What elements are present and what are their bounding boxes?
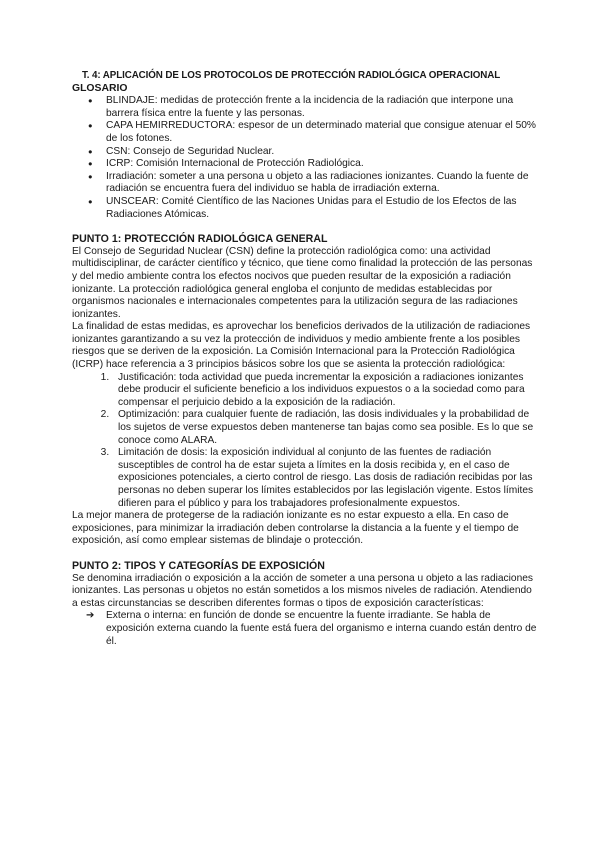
glosario-item: ● CSN: Consejo de Seguridad Nuclear. — [84, 146, 540, 159]
principles-list — [72, 372, 540, 511]
punto1-paragraph: La finalidad de estas medidas, es aprovechar los beneficios derivados de la utilización de radiaciones ionizantes garantizando a su vez la protección de individuos y medio ambiente frente a los posibles riesgos que se deriven de la exposición. La Comisión Internacional para la Protección Radiológica (ICRP) hace referencia a 3 principios básicos sobre los que se asienta la protección radiológica: — [72, 321, 531, 371]
exposure-type-item: ➔ Externa o interna: en función de donde se encuentre la fuente irradiante. Se habla de exposición externa cuando la fuente está fuera del organismo e interna cuando están dentro de él. — [84, 610, 540, 648]
glosario-list — [72, 95, 540, 221]
glosario-heading: GLOSARIO — [72, 82, 128, 94]
punto2-heading: PUNTO 2: TIPOS Y CATEGORÍAS DE EXPOSICIÓN — [72, 559, 325, 572]
punto1-paragraph: La mejor manera de protegerse de la radiación ionizante es no estar expuesto a ella. En caso de exposiciones, para minimizar la irradiación deben controlarse la distancia a la fuente y el tiempo de exposición, así como emplear sistemas de blindaje o protección. — [72, 510, 519, 547]
glosario-item: ● ICRP: Comisión Internacional de Protección Radiológica. — [84, 158, 540, 171]
glosario-item: ● UNSCEAR: Comité Científico de las Naciones Unidas para el Estudio de los Efectos de las Radiaciones Atómicas. — [84, 196, 540, 221]
exposure-types-list — [72, 610, 540, 648]
punto1-heading: PUNTO 1: PROTECCIÓN RADIOLÓGICA GENERAL — [72, 233, 328, 246]
glosario-item: ● CAPA HEMIRREDUCTORA: espesor de un determinado material que consigue atenuar el 50% de los fotones. — [84, 120, 540, 145]
principle-item: 1. Justificación: toda actividad que pueda incrementar la exposición a radiaciones ionizantes debe producir el suficiente beneficio a los individuos expuestos o a la sociedad como para compensar el perjuicio debido a la exposición de la radiación. — [112, 372, 540, 410]
principle-item: 2. Optimización: para cualquier fuente de radiación, las dosis individuales y la probabilidad de los sujetos de verse expuestos deben mantenerse tan bajas como sea posible. Es lo que se conoce como ALARA. — [112, 409, 540, 447]
punto1-paragraph: El Consejo de Seguridad Nuclear (CSN) define la protección radiológica como: una actividad multidisciplinar, de carácter científico y técnico, que tiene como finalidad la protección de las personas y del medio ambiente contra los efectos nocivos que pueden resultar de la exposición a radiación ionizante. La protección radiológica general engloba el conjunto de medidas establecidas por organismos nacionales e internacionales competentes para la utilización segura de las radiaciones ionizantes. — [72, 245, 533, 320]
punto2-paragraph: Se denomina irradiación o exposición a la acción de someter a una persona u objeto a las radiaciones ionizantes. Las personas u objetos no están sometidos a los mismos niveles de radiación. Atendiendo a estas circunstancias se describen diferentes formas o tipos de exposición características: — [72, 572, 533, 609]
principle-item: 3. Limitación de dosis: la exposición individual al conjunto de las fuentes de radiación susceptibles de control ha de estar sujeta a límites en la dosis recibida y, en el caso de exposiciones potenciales, a cierto control de riesgo. Las dosis de radiación recibidas por las personas no deben superar los límites establecidos por las legislación vigente. Estos límites difieren para el público y para los trabajadores profesionalmente expuestos. — [112, 447, 540, 510]
document-title: T. 4: APLICACIÓN DE LOS PROTOCOLOS DE PROTECCIÓN RADIOLÓGICA OPERACIONAL — [82, 70, 501, 81]
glosario-item: ● BLINDAJE: medidas de protección frente a la incidencia de la radiación que interpone una barrera física entre la fuente y las personas. — [84, 95, 540, 120]
glosario-item: ● Irradiación: someter a una persona u objeto a las radiaciones ionizantes. Cuando la fuente de radiación se encuentra fuera del individuo se habla de irradiación externa. — [84, 171, 540, 196]
